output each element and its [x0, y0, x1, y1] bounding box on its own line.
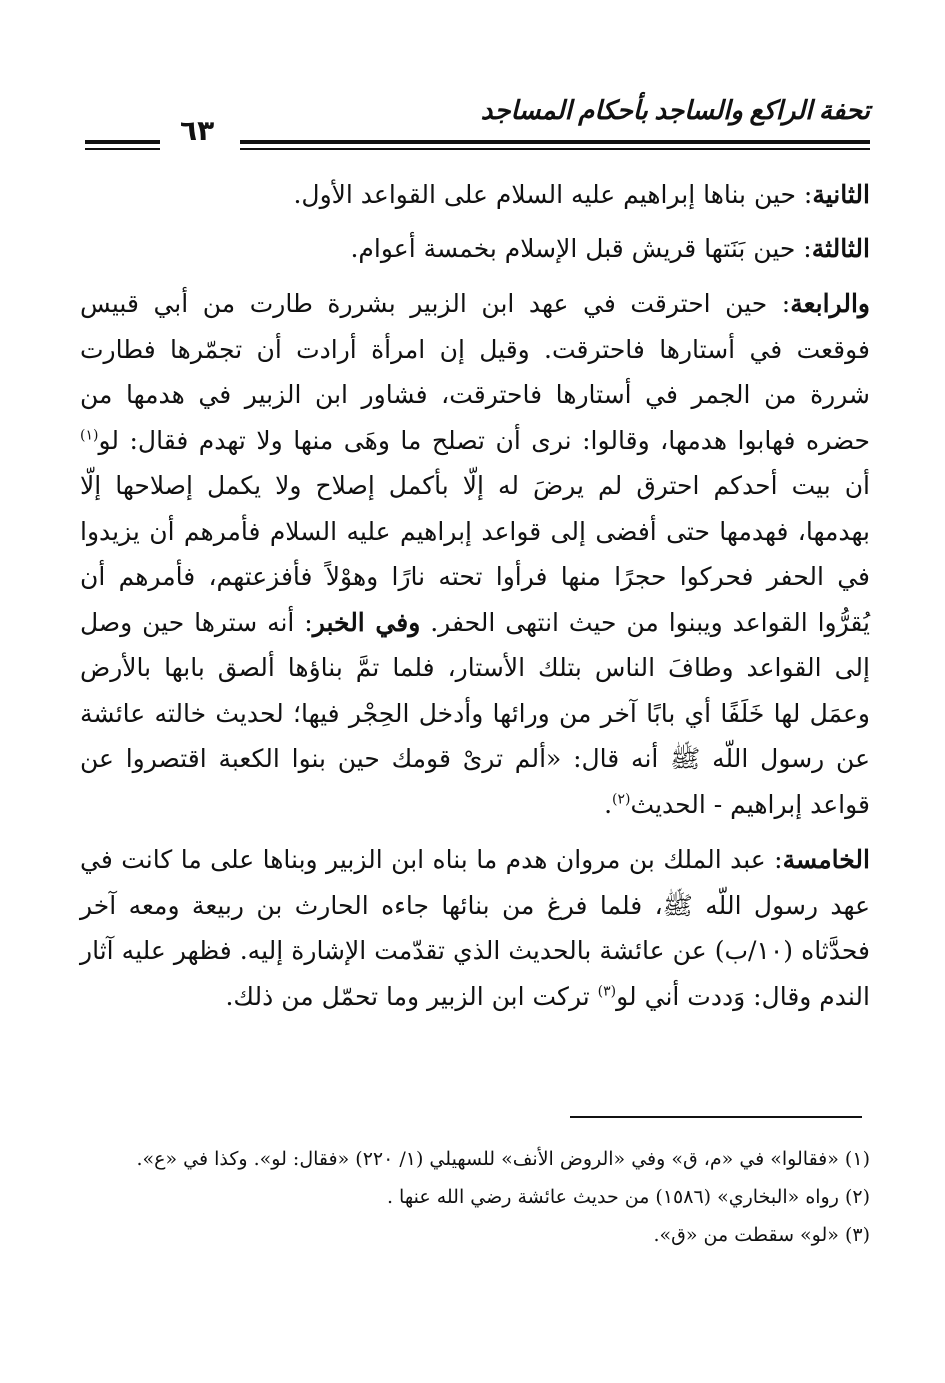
paragraph-second	[80, 172, 870, 218]
paragraph-text: : عبد الملك بن مروان هدم ما بناه ابن الزبير وبناها على ما كانت في عهد رسول اللّه ﷺ، فلما فرغ من بنائها جاءه الحارث بن ربيعة ومعه آخر فحدَّثاه (١٠/ب) عن عائشة بالحديث الذي تقدّمت الإشارة إليه. فظهر عليه آثار الندم وقال: وَددت أني لو	[80, 845, 870, 1011]
paragraph-lead: الثانية	[812, 180, 870, 209]
body-text	[80, 172, 870, 1029]
page-header	[80, 96, 870, 156]
paragraph-text: أن بيت أحدكم احترق لم يرضَ له إلّا بأكمل إصلاح ولا يكمل إصلاحها إلّا بهدمها، فهدمها حتى أفضى إلى قواعد إبراهيم عليه السلام فأمرهم أن يزيدوا في الحفر فحركوا حجرًا منها فرأوا تحته نارًا وهوْلاً فأفزعتهم، فأمرهم أن يُقرُّوا القواعد ويبنوا من حيث انتهى الحفر.	[80, 471, 871, 637]
paragraph-third	[80, 226, 870, 272]
page-number: ٦٣	[180, 114, 215, 147]
header-rule-left-thin	[85, 148, 160, 150]
paragraph-lead: الثالثة	[811, 233, 870, 263]
footnotes	[80, 1140, 870, 1254]
footnote-marker: (١)	[80, 427, 99, 444]
header-rule-right	[240, 140, 870, 144]
footnote-marker: (٢)	[612, 791, 631, 808]
paragraph-text: : حين احترقت في عهد ابن الزبير بشررة طارت من أبي قبيس فوقعت في أستارها فاحترقت. وقيل إن امرأة أرادت أن تجمّرها فطارت شررة من الجمر في أستارها فاحترقت، فشاور ابن الزبير في هدمها من حضره فهابوا هدمها، وقالوا: نرى أن تصلح ما وهَى منها ولا تهدم فقال: لو	[80, 289, 870, 455]
footnote-separator	[570, 1116, 862, 1118]
footnote-1: (١) «فقالوا» في «م، ق» وفي «الروض الأنف» للسهيلي (١/ ٢٢٠) «فقال: لو». وكذا في «ع».	[136, 1148, 870, 1170]
paragraph-lead: الخامسة	[782, 845, 870, 874]
paragraph-lead: وفي الخبر	[312, 607, 421, 637]
footnote-2: (٢) رواه «البخاري» (١٥٨٦) من حديث عائشة رضي الله عنها .	[386, 1186, 870, 1208]
paragraph-text: : أنه سترها حين وصل إلى القواعد وطافَ الناس بتلك الأستار، فلما تمَّ بناؤها ألصق بابها بالأرض وعمَل لها خَلَفًا أي بابًا آخر من ورائها وأدخل الحِجْر فيها؛ لحديث خالته عائشة عن رسول اللّه ﷺ أنه قال: «ألم ترىْ قومك حين بنوا الكعبة اقتصروا عن قواعد إبراهيم - الحديث	[80, 607, 870, 819]
paragraph-fourth	[80, 281, 870, 827]
paragraph-text: : حين بناها إبراهيم عليه السلام على القواعد الأول.	[293, 180, 813, 209]
header-rule-right-thin	[240, 148, 870, 150]
footnote-3: (٣) «لو» سقطت من «ق».	[653, 1224, 870, 1246]
paragraph-text: .	[604, 789, 613, 819]
footnote-marker: (٣)	[597, 983, 617, 1000]
running-title: تحفة الراكع والساجد بأحكام المساجد	[480, 96, 870, 125]
header-rule-left	[85, 140, 160, 144]
paragraph-lead: والرابعة	[790, 289, 870, 318]
paragraph-fifth	[80, 837, 870, 1019]
paragraph-text: : حين بَنَتها قريش قبل الإسلام بخمسة أعوام.	[350, 233, 812, 263]
paragraph-text: تركت ابن الزبير وما تحمّل من ذلك.	[225, 981, 598, 1011]
